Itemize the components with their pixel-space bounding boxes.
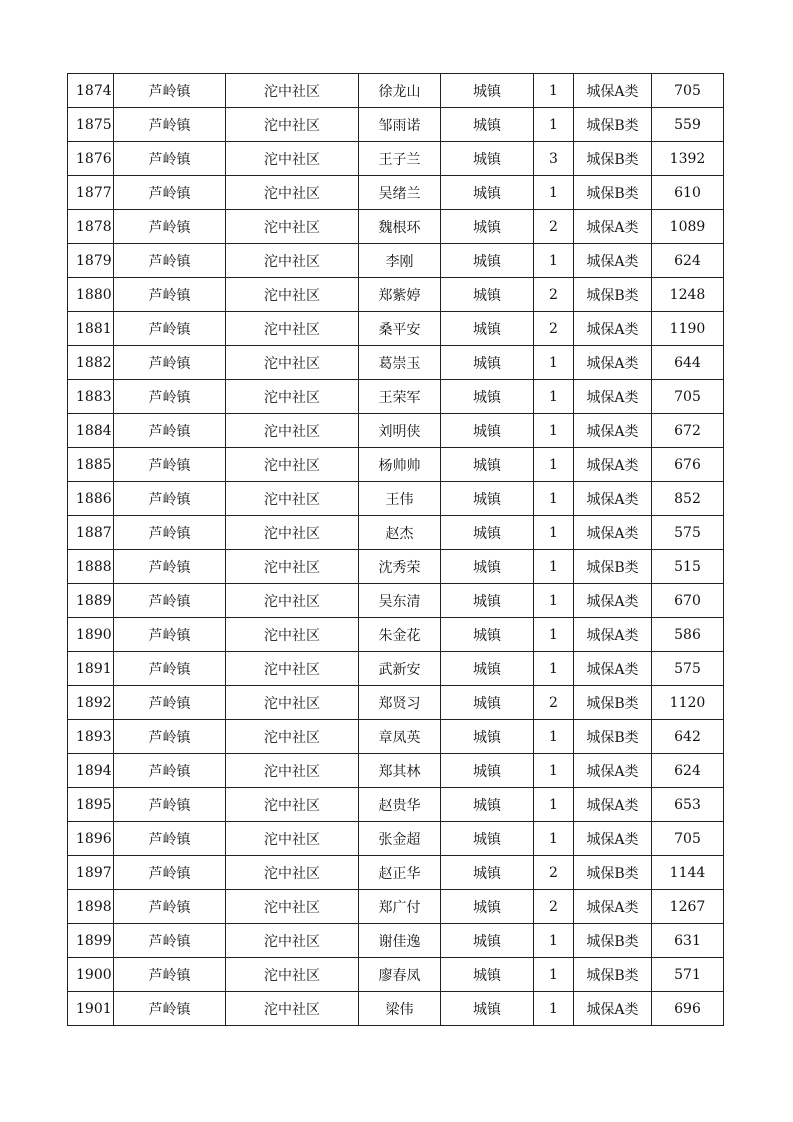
- area-type-cell: 城镇: [441, 652, 534, 686]
- household-count-cell: 1: [534, 414, 574, 448]
- community-cell: 沱中社区: [226, 142, 359, 176]
- area-type-cell: 城镇: [441, 788, 534, 822]
- amount-cell: 586: [652, 618, 724, 652]
- household-count-cell: 2: [534, 278, 574, 312]
- amount-cell: 1089: [652, 210, 724, 244]
- table-row: [68, 686, 724, 720]
- household-count-cell: 1: [534, 346, 574, 380]
- name-cell: 郑其林: [359, 754, 441, 788]
- table-row: [68, 448, 724, 482]
- table-row: [68, 312, 724, 346]
- amount-cell: 705: [652, 822, 724, 856]
- table-row: [68, 550, 724, 584]
- amount-cell: 705: [652, 74, 724, 108]
- town-cell: 芦岭镇: [114, 550, 226, 584]
- area-type-cell: 城镇: [441, 448, 534, 482]
- row-number-cell: 1899: [68, 924, 114, 958]
- community-cell: 沱中社区: [226, 108, 359, 142]
- name-cell: 王荣军: [359, 380, 441, 414]
- row-number-cell: 1897: [68, 856, 114, 890]
- area-type-cell: 城镇: [441, 822, 534, 856]
- amount-cell: 642: [652, 720, 724, 754]
- category-cell: 城保A类: [574, 788, 652, 822]
- town-cell: 芦岭镇: [114, 176, 226, 210]
- community-cell: 沱中社区: [226, 788, 359, 822]
- household-count-cell: 1: [534, 822, 574, 856]
- town-cell: 芦岭镇: [114, 244, 226, 278]
- community-cell: 沱中社区: [226, 652, 359, 686]
- row-number-cell: 1885: [68, 448, 114, 482]
- area-type-cell: 城镇: [441, 584, 534, 618]
- name-cell: 邹雨诺: [359, 108, 441, 142]
- household-count-cell: 1: [534, 176, 574, 210]
- name-cell: 廖春凤: [359, 958, 441, 992]
- table-row: [68, 652, 724, 686]
- community-cell: 沱中社区: [226, 74, 359, 108]
- area-type-cell: 城镇: [441, 74, 534, 108]
- household-count-cell: 3: [534, 142, 574, 176]
- table-row: [68, 890, 724, 924]
- name-cell: 张金超: [359, 822, 441, 856]
- table-row: [68, 856, 724, 890]
- name-cell: 沈秀荣: [359, 550, 441, 584]
- area-type-cell: 城镇: [441, 278, 534, 312]
- area-type-cell: 城镇: [441, 992, 534, 1026]
- household-count-cell: 1: [534, 618, 574, 652]
- name-cell: 王子兰: [359, 142, 441, 176]
- area-type-cell: 城镇: [441, 312, 534, 346]
- area-type-cell: 城镇: [441, 380, 534, 414]
- category-cell: 城保B类: [574, 720, 652, 754]
- community-cell: 沱中社区: [226, 244, 359, 278]
- name-cell: 葛崇玉: [359, 346, 441, 380]
- town-cell: 芦岭镇: [114, 618, 226, 652]
- table-row: [68, 992, 724, 1026]
- household-count-cell: 1: [534, 992, 574, 1026]
- row-number-cell: 1875: [68, 108, 114, 142]
- row-number-cell: 1882: [68, 346, 114, 380]
- table-row: [68, 822, 724, 856]
- household-count-cell: 1: [534, 754, 574, 788]
- row-number-cell: 1879: [68, 244, 114, 278]
- row-number-cell: 1891: [68, 652, 114, 686]
- table-row: [68, 788, 724, 822]
- category-cell: 城保B类: [574, 176, 652, 210]
- community-cell: 沱中社区: [226, 754, 359, 788]
- area-type-cell: 城镇: [441, 720, 534, 754]
- name-cell: 武新安: [359, 652, 441, 686]
- community-cell: 沱中社区: [226, 312, 359, 346]
- town-cell: 芦岭镇: [114, 312, 226, 346]
- table-row: [68, 414, 724, 448]
- name-cell: 朱金花: [359, 618, 441, 652]
- household-count-cell: 1: [534, 516, 574, 550]
- name-cell: 吴绪兰: [359, 176, 441, 210]
- category-cell: 城保A类: [574, 652, 652, 686]
- row-number-cell: 1894: [68, 754, 114, 788]
- table-row: [68, 380, 724, 414]
- category-cell: 城保A类: [574, 346, 652, 380]
- row-number-cell: 1893: [68, 720, 114, 754]
- row-number-cell: 1890: [68, 618, 114, 652]
- community-cell: 沱中社区: [226, 550, 359, 584]
- household-count-cell: 1: [534, 788, 574, 822]
- row-number-cell: 1887: [68, 516, 114, 550]
- table-row: [68, 278, 724, 312]
- amount-cell: 624: [652, 754, 724, 788]
- town-cell: 芦岭镇: [114, 380, 226, 414]
- town-cell: 芦岭镇: [114, 278, 226, 312]
- row-number-cell: 1895: [68, 788, 114, 822]
- amount-cell: 672: [652, 414, 724, 448]
- amount-cell: 575: [652, 652, 724, 686]
- area-type-cell: 城镇: [441, 856, 534, 890]
- table-row: [68, 108, 724, 142]
- category-cell: 城保A类: [574, 992, 652, 1026]
- amount-cell: 670: [652, 584, 724, 618]
- category-cell: 城保A类: [574, 754, 652, 788]
- town-cell: 芦岭镇: [114, 686, 226, 720]
- town-cell: 芦岭镇: [114, 584, 226, 618]
- category-cell: 城保B类: [574, 924, 652, 958]
- table-row: [68, 924, 724, 958]
- table-row: [68, 754, 724, 788]
- community-cell: 沱中社区: [226, 278, 359, 312]
- town-cell: 芦岭镇: [114, 74, 226, 108]
- town-cell: 芦岭镇: [114, 210, 226, 244]
- amount-cell: 644: [652, 346, 724, 380]
- category-cell: 城保B类: [574, 958, 652, 992]
- name-cell: 赵正华: [359, 856, 441, 890]
- town-cell: 芦岭镇: [114, 414, 226, 448]
- category-cell: 城保B类: [574, 108, 652, 142]
- town-cell: 芦岭镇: [114, 142, 226, 176]
- household-count-cell: 1: [534, 448, 574, 482]
- town-cell: 芦岭镇: [114, 822, 226, 856]
- community-cell: 沱中社区: [226, 176, 359, 210]
- town-cell: 芦岭镇: [114, 890, 226, 924]
- household-count-cell: 1: [534, 652, 574, 686]
- area-type-cell: 城镇: [441, 244, 534, 278]
- town-cell: 芦岭镇: [114, 788, 226, 822]
- roster-table: [67, 73, 724, 1026]
- name-cell: 吴东清: [359, 584, 441, 618]
- amount-cell: 515: [652, 550, 724, 584]
- town-cell: 芦岭镇: [114, 720, 226, 754]
- household-count-cell: 2: [534, 686, 574, 720]
- name-cell: 杨帅帅: [359, 448, 441, 482]
- community-cell: 沱中社区: [226, 346, 359, 380]
- row-number-cell: 1898: [68, 890, 114, 924]
- category-cell: 城保A类: [574, 380, 652, 414]
- category-cell: 城保B类: [574, 142, 652, 176]
- town-cell: 芦岭镇: [114, 652, 226, 686]
- table-row: [68, 958, 724, 992]
- household-count-cell: 2: [534, 210, 574, 244]
- row-number-cell: 1883: [68, 380, 114, 414]
- table-row: [68, 176, 724, 210]
- row-number-cell: 1876: [68, 142, 114, 176]
- name-cell: 魏根环: [359, 210, 441, 244]
- row-number-cell: 1901: [68, 992, 114, 1026]
- household-count-cell: 1: [534, 380, 574, 414]
- table-body: [68, 74, 724, 1026]
- name-cell: 刘明侠: [359, 414, 441, 448]
- town-cell: 芦岭镇: [114, 346, 226, 380]
- category-cell: 城保A类: [574, 482, 652, 516]
- community-cell: 沱中社区: [226, 618, 359, 652]
- row-number-cell: 1877: [68, 176, 114, 210]
- amount-cell: 676: [652, 448, 724, 482]
- town-cell: 芦岭镇: [114, 108, 226, 142]
- amount-cell: 624: [652, 244, 724, 278]
- amount-cell: 653: [652, 788, 724, 822]
- area-type-cell: 城镇: [441, 890, 534, 924]
- category-cell: 城保A类: [574, 74, 652, 108]
- community-cell: 沱中社区: [226, 482, 359, 516]
- category-cell: 城保A类: [574, 414, 652, 448]
- name-cell: 章凤英: [359, 720, 441, 754]
- name-cell: 梁伟: [359, 992, 441, 1026]
- town-cell: 芦岭镇: [114, 958, 226, 992]
- community-cell: 沱中社区: [226, 210, 359, 244]
- area-type-cell: 城镇: [441, 176, 534, 210]
- community-cell: 沱中社区: [226, 992, 359, 1026]
- table-row: [68, 346, 724, 380]
- category-cell: 城保A类: [574, 890, 652, 924]
- table-row: [68, 142, 724, 176]
- category-cell: 城保A类: [574, 822, 652, 856]
- amount-cell: 631: [652, 924, 724, 958]
- town-cell: 芦岭镇: [114, 448, 226, 482]
- table-row: [68, 482, 724, 516]
- table-row: [68, 74, 724, 108]
- household-count-cell: 1: [534, 958, 574, 992]
- row-number-cell: 1881: [68, 312, 114, 346]
- row-number-cell: 1892: [68, 686, 114, 720]
- household-count-cell: 1: [534, 244, 574, 278]
- row-number-cell: 1900: [68, 958, 114, 992]
- town-cell: 芦岭镇: [114, 516, 226, 550]
- community-cell: 沱中社区: [226, 856, 359, 890]
- amount-cell: 696: [652, 992, 724, 1026]
- household-count-cell: 1: [534, 74, 574, 108]
- amount-cell: 1392: [652, 142, 724, 176]
- row-number-cell: 1874: [68, 74, 114, 108]
- community-cell: 沱中社区: [226, 414, 359, 448]
- area-type-cell: 城镇: [441, 686, 534, 720]
- name-cell: 桑平安: [359, 312, 441, 346]
- area-type-cell: 城镇: [441, 108, 534, 142]
- community-cell: 沱中社区: [226, 958, 359, 992]
- category-cell: 城保B类: [574, 856, 652, 890]
- community-cell: 沱中社区: [226, 380, 359, 414]
- area-type-cell: 城镇: [441, 924, 534, 958]
- area-type-cell: 城镇: [441, 516, 534, 550]
- table-row: [68, 244, 724, 278]
- row-number-cell: 1880: [68, 278, 114, 312]
- name-cell: 王伟: [359, 482, 441, 516]
- household-count-cell: 1: [534, 550, 574, 584]
- row-number-cell: 1888: [68, 550, 114, 584]
- community-cell: 沱中社区: [226, 924, 359, 958]
- area-type-cell: 城镇: [441, 482, 534, 516]
- area-type-cell: 城镇: [441, 414, 534, 448]
- name-cell: 郑紫婷: [359, 278, 441, 312]
- household-count-cell: 1: [534, 482, 574, 516]
- town-cell: 芦岭镇: [114, 856, 226, 890]
- area-type-cell: 城镇: [441, 754, 534, 788]
- table-row: [68, 618, 724, 652]
- category-cell: 城保B类: [574, 550, 652, 584]
- category-cell: 城保A类: [574, 312, 652, 346]
- amount-cell: 610: [652, 176, 724, 210]
- amount-cell: 571: [652, 958, 724, 992]
- row-number-cell: 1896: [68, 822, 114, 856]
- amount-cell: 852: [652, 482, 724, 516]
- amount-cell: 705: [652, 380, 724, 414]
- town-cell: 芦岭镇: [114, 924, 226, 958]
- table-row: [68, 720, 724, 754]
- community-cell: 沱中社区: [226, 822, 359, 856]
- amount-cell: 1190: [652, 312, 724, 346]
- category-cell: 城保A类: [574, 244, 652, 278]
- community-cell: 沱中社区: [226, 516, 359, 550]
- name-cell: 赵杰: [359, 516, 441, 550]
- amount-cell: 575: [652, 516, 724, 550]
- amount-cell: 1248: [652, 278, 724, 312]
- household-count-cell: 2: [534, 890, 574, 924]
- household-count-cell: 2: [534, 856, 574, 890]
- household-count-cell: 1: [534, 924, 574, 958]
- area-type-cell: 城镇: [441, 958, 534, 992]
- row-number-cell: 1886: [68, 482, 114, 516]
- category-cell: 城保A类: [574, 516, 652, 550]
- category-cell: 城保A类: [574, 210, 652, 244]
- category-cell: 城保B类: [574, 278, 652, 312]
- amount-cell: 1267: [652, 890, 724, 924]
- name-cell: 赵贵华: [359, 788, 441, 822]
- town-cell: 芦岭镇: [114, 754, 226, 788]
- name-cell: 谢佳逸: [359, 924, 441, 958]
- town-cell: 芦岭镇: [114, 992, 226, 1026]
- category-cell: 城保A类: [574, 618, 652, 652]
- table-row: [68, 516, 724, 550]
- household-count-cell: 2: [534, 312, 574, 346]
- name-cell: 郑广付: [359, 890, 441, 924]
- amount-cell: 1144: [652, 856, 724, 890]
- amount-cell: 559: [652, 108, 724, 142]
- household-count-cell: 1: [534, 108, 574, 142]
- community-cell: 沱中社区: [226, 720, 359, 754]
- area-type-cell: 城镇: [441, 550, 534, 584]
- area-type-cell: 城镇: [441, 618, 534, 652]
- name-cell: 徐龙山: [359, 74, 441, 108]
- name-cell: 郑贤习: [359, 686, 441, 720]
- category-cell: 城保A类: [574, 584, 652, 618]
- household-count-cell: 1: [534, 584, 574, 618]
- community-cell: 沱中社区: [226, 686, 359, 720]
- household-count-cell: 1: [534, 720, 574, 754]
- town-cell: 芦岭镇: [114, 482, 226, 516]
- community-cell: 沱中社区: [226, 890, 359, 924]
- name-cell: 李刚: [359, 244, 441, 278]
- community-cell: 沱中社区: [226, 584, 359, 618]
- amount-cell: 1120: [652, 686, 724, 720]
- row-number-cell: 1889: [68, 584, 114, 618]
- community-cell: 沱中社区: [226, 448, 359, 482]
- category-cell: 城保A类: [574, 448, 652, 482]
- table-row: [68, 210, 724, 244]
- row-number-cell: 1878: [68, 210, 114, 244]
- area-type-cell: 城镇: [441, 346, 534, 380]
- category-cell: 城保B类: [574, 686, 652, 720]
- area-type-cell: 城镇: [441, 142, 534, 176]
- area-type-cell: 城镇: [441, 210, 534, 244]
- row-number-cell: 1884: [68, 414, 114, 448]
- table-row: [68, 584, 724, 618]
